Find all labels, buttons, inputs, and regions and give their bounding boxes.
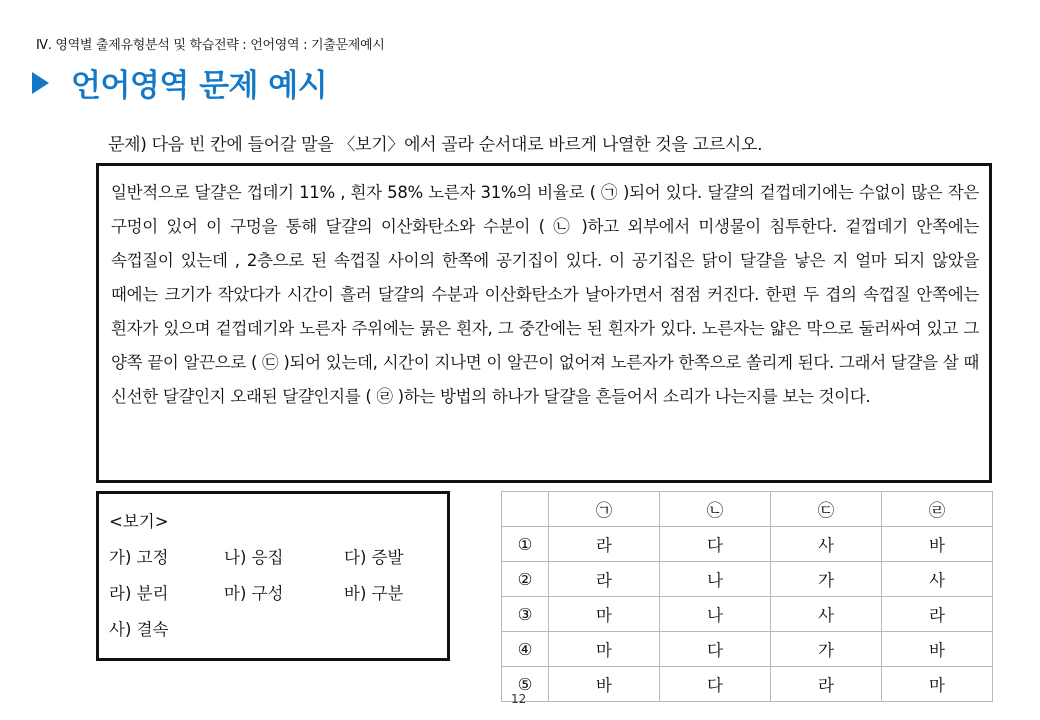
table-cell: 사	[882, 562, 993, 597]
bogi-title: <보기>	[109, 512, 169, 531]
bogi-option: 사) 결속	[109, 620, 169, 639]
table-cell: 마	[549, 597, 660, 632]
bogi-box	[96, 491, 450, 661]
table-cell: 가	[771, 562, 882, 597]
page-title-row	[32, 60, 327, 105]
column-header: ㉡	[660, 492, 771, 527]
choice-number: ①	[502, 527, 549, 562]
choice-number: ②	[502, 562, 549, 597]
table-cell: 라	[882, 597, 993, 632]
table-corner-cell	[502, 492, 549, 527]
bogi-option: 나) 응집	[224, 548, 284, 567]
table-cell: 다	[660, 527, 771, 562]
table-cell: 바	[882, 632, 993, 667]
passage-box	[96, 163, 992, 483]
table-row	[502, 527, 993, 562]
column-header: ㉢	[771, 492, 882, 527]
bogi-option: 마) 구성	[224, 584, 284, 603]
table-cell: 사	[771, 597, 882, 632]
table-cell: 라	[771, 667, 882, 702]
table-cell: 가	[771, 632, 882, 667]
bogi-option: 바) 구분	[344, 584, 404, 603]
bogi-option: 라) 분리	[109, 584, 169, 603]
table-row	[502, 632, 993, 667]
table-cell: 나	[660, 562, 771, 597]
table-header-row	[502, 492, 993, 527]
choice-number: ③	[502, 597, 549, 632]
page-number: 12	[511, 692, 527, 706]
question-text: 문제) 다음 빈 칸에 들어갈 말을 〈보기〉에서 골라 순서대로 바르게 나열한 것을 고르시오.	[108, 135, 763, 155]
column-header: ㉠	[549, 492, 660, 527]
table-row	[502, 562, 993, 597]
table-cell: 다	[660, 667, 771, 702]
bogi-option: 다) 증발	[344, 548, 404, 567]
table-cell: 바	[882, 527, 993, 562]
table-cell: 마	[549, 632, 660, 667]
table-cell: 마	[882, 667, 993, 702]
passage-text: 일반적으로 달걀은 껍데기 11% , 흰자 58% 노른자 31%의 비율로 ( ㉠ )되어 있다. 달걀의 겉껍데기에는 수없이 많은 작은 구멍이 있어 이 구멍을 통해 달걀의 이산화탄소와 수분이 ( ㉡ )하고 외부에서 미생물이 침투한다. 겉껍데기 안쪽에는 속껍질이 있는데 , 2층으로 된 속껍질 사이의 한쪽에 공기집이 있다. 이 공기집은 닭이 달걀을 낳은 지 얼마 되지 않았을 때에는 크기가 작았다가 시간이 흘러 달걀의 수분과 이산화탄소가 날아가면서 점점 커진다. 한편 두 겹의 속껍질 안쪽에는 흰자가 있으며 겉껍데기와 노른자 주위에는 묽은 흰자, 그 중간에는 된 흰자가 있다. 노른자는 얇은 막으로 둘러싸여 있고 그 양쪽 끝이 알끈으로 ( ㉢ )되어 있는데, 시간이 지나면 이 알끈이 없어져 노른자가 한쪽으로 쏠리게 된다. 그래서 달걀을 살 때 신선한 달걀인지 오래된 달걀인지를 ( ㉣ )하는 방법의 하나가 달걀을 흔들어서 소리가 나는지를 보는 것이다.	[111, 183, 979, 406]
table-cell: 다	[660, 632, 771, 667]
right-triangle-arrow-icon	[32, 72, 49, 94]
column-header: ㉣	[882, 492, 993, 527]
table-cell: 바	[549, 667, 660, 702]
table-row	[502, 667, 993, 702]
answer-choices-table	[501, 491, 993, 702]
table-cell: 라	[549, 527, 660, 562]
page-title: 언어영역 문제 예시	[71, 68, 328, 104]
bogi-options	[109, 546, 437, 654]
bogi-option: 가) 고정	[109, 548, 169, 567]
table-cell: 사	[771, 527, 882, 562]
table-row	[502, 597, 993, 632]
choice-number: ⑤	[502, 667, 549, 702]
table-cell: 나	[660, 597, 771, 632]
breadcrumb: Ⅳ. 영역별 출제유형분석 및 학습전략 : 언어영역 : 기출문제예시	[36, 38, 385, 53]
choice-number: ④	[502, 632, 549, 667]
table-cell: 라	[549, 562, 660, 597]
